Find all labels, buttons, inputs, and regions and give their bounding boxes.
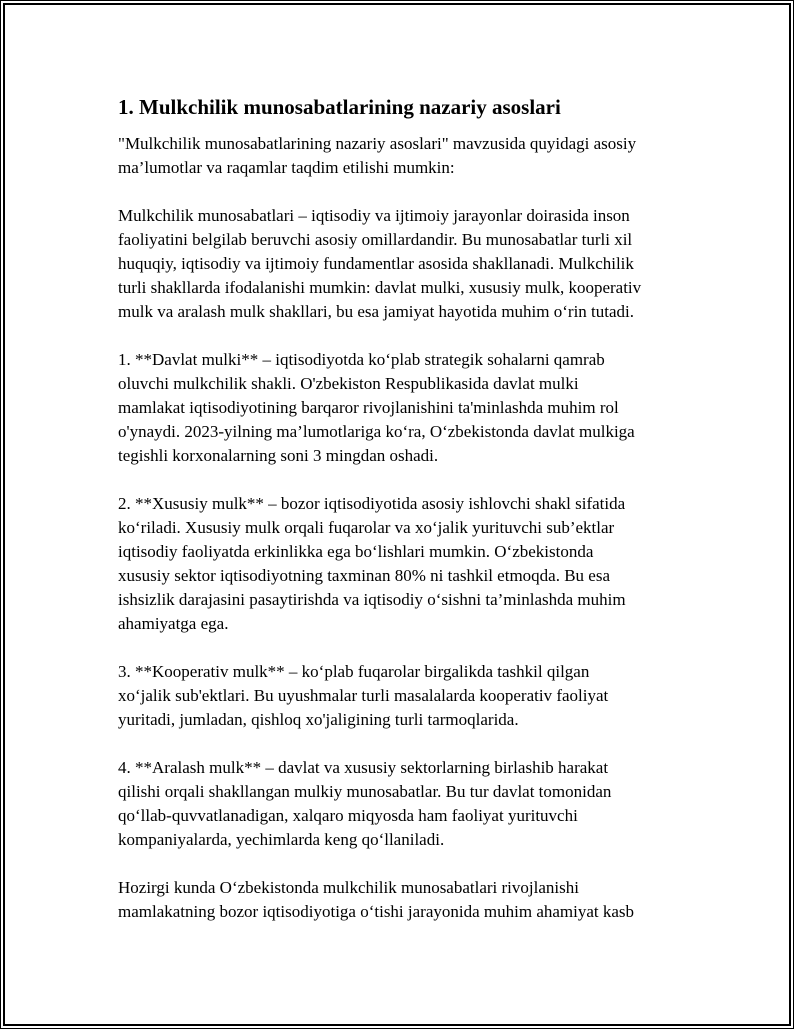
- document-title: 1. Mulkchilik munosabatlarining nazariy asoslari: [118, 95, 561, 119]
- text-line: huquqiy, iqtisodiy va ijtimoiy fundamentlar asosida shakllanadi. Mulkchilik: [118, 254, 634, 273]
- paragraph-state-property: [118, 348, 698, 468]
- document-body: [118, 92, 698, 948]
- text-line: mamlakatning bozor iqtisodiyotiga o‘tishi jarayonida muhim ahamiyat kasb: [118, 902, 635, 921]
- text-line: Mulkchilik munosabatlari – iqtisodiy va ijtimoiy jarayonlar doirasida inson: [118, 206, 630, 225]
- text-line: kompaniyalarda, yechimlarda keng qo‘llaniladi.: [118, 830, 445, 849]
- paragraph-private-property: [118, 492, 698, 636]
- text-line: qo‘llab-quvvatlanadigan, xalqaro miqyosda ham faoliyat yurituvchi: [118, 806, 578, 825]
- text-line: 4. **Aralash mulk** – davlat va xususiy sektorlarning birlashib harakat: [118, 758, 609, 777]
- text-line: mulk va aralash mulk shakllari, bu esa jamiyat hayotida muhim o‘rin tutadi.: [118, 302, 635, 321]
- paragraph-overview: [118, 204, 698, 324]
- text-line: yuritadi, jumladan, qishloq xo'jaligining turli tarmoqlarida.: [118, 710, 519, 729]
- text-line: ahamiyatga ega.: [118, 614, 229, 633]
- paragraph-intro: [118, 132, 698, 180]
- text-line: Hozirgi kunda O‘zbekistonda mulkchilik munosabatlari rivojlanishi: [118, 878, 579, 897]
- text-line: xususiy sektor iqtisodiyotning taxminan 80% ni tashkil etmoqda. Bu esa: [118, 566, 611, 585]
- text-line: faoliyatini belgilab beruvchi asosiy omillardandir. Bu munosabatlar turli xil: [118, 230, 633, 249]
- text-line: tegishli korxonalarning soni 3 mingdan oshadi.: [118, 446, 439, 465]
- text-line: iqtisodiy faoliyatda erkinlikka ega bo‘lishlari mumkin. O‘zbekistonda: [118, 542, 594, 561]
- paragraph-conclusion: [118, 876, 698, 924]
- text-line: mamlakat iqtisodiyotining barqaror rivojlanishini ta'minlashda muhim rol: [118, 398, 619, 417]
- text-line: xo‘jalik sub'ektlari. Bu uyushmalar turli masalalarda kooperativ faoliyat: [118, 686, 609, 705]
- text-line: 1. **Davlat mulki** – iqtisodiyotda ko‘plab strategik sohalarni qamrab: [118, 350, 605, 369]
- text-line: o'ynaydi. 2023-yilning ma’lumotlariga ko‘ra, O‘zbekistonda davlat mulkiga: [118, 422, 635, 441]
- paragraph-cooperative-property: [118, 660, 698, 732]
- text-line: 2. **Xususiy mulk** – bozor iqtisodiyotida asosiy ishlovchi shakl sifatida: [118, 494, 626, 513]
- text-line: ko‘riladi. Xususiy mulk orqali fuqarolar va xo‘jalik yurituvchi sub’ektlar: [118, 518, 615, 537]
- text-line: turli shakllarda ifodalanishi mumkin: davlat mulki, xususiy mulk, kooperativ: [118, 278, 642, 297]
- text-line: 3. **Kooperativ mulk** – ko‘plab fuqarolar birgalikda tashkil qilgan: [118, 662, 590, 681]
- text-line: ma’lumotlar va raqamlar taqdim etilishi mumkin:: [118, 158, 455, 177]
- paragraph-mixed-property: [118, 756, 698, 852]
- text-line: oluvchi mulkchilik shakli. O'zbekiston Respublikasida davlat mulki: [118, 374, 579, 393]
- text-line: "Mulkchilik munosabatlarining nazariy asoslari" mavzusida quyidagi asosiy: [118, 134, 637, 153]
- text-line: qilishi orqali shakllangan mulkiy munosabatlar. Bu tur davlat tomonidan: [118, 782, 612, 801]
- text-line: ishsizlik darajasini pasaytirishda va iqtisodiy o‘sishni ta’minlashda muhim: [118, 590, 626, 609]
